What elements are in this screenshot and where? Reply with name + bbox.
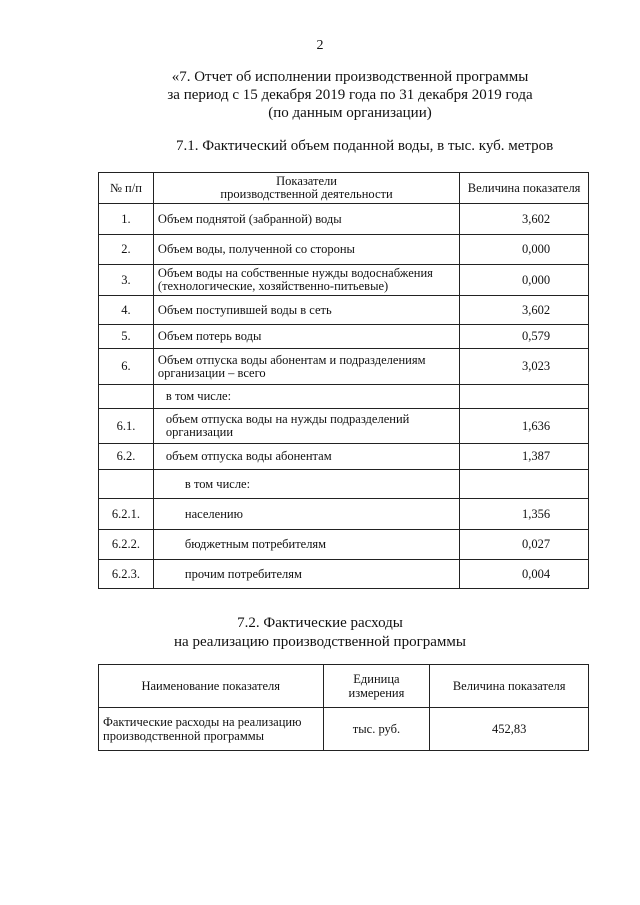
report-title-line: (по данным организации) xyxy=(268,105,432,121)
water-volume-table xyxy=(98,172,589,589)
table-row xyxy=(99,265,589,296)
row-name-line: Объем отпуска воды абонентам и подразделениям xyxy=(157,352,426,367)
row-num: 2. xyxy=(99,235,154,265)
table-header-row xyxy=(99,665,589,708)
section-2-title-line: на реализацию производственной программы xyxy=(174,634,466,650)
row-value: 3,602 xyxy=(460,204,589,235)
table-row xyxy=(99,296,589,325)
header-num: № п/п xyxy=(99,173,154,204)
table-row xyxy=(99,499,589,530)
row-num: 6.2.2. xyxy=(99,530,154,560)
row-num: 5. xyxy=(99,325,154,349)
row-name-line: объем отпуска воды на нужды подразделений xyxy=(165,412,410,426)
section-1-title: 7.1. Фактический объем поданной воды, в тыс. куб. метров xyxy=(176,138,554,154)
row-name xyxy=(99,708,324,751)
row-unit: тыс. руб. xyxy=(323,708,430,751)
section-2-title-line: 7.2. Фактические расходы xyxy=(237,615,403,631)
table-row xyxy=(99,560,589,589)
row-value: 1,636 xyxy=(460,409,589,444)
row-value xyxy=(460,470,589,499)
header-indicators-line: производственной деятельности xyxy=(220,187,393,201)
row-name-line: производственной программы xyxy=(103,729,265,743)
header-unit xyxy=(323,665,430,708)
report-title-line: «7. Отчет об исполнении производственной программы xyxy=(171,69,529,85)
table-row xyxy=(99,235,589,265)
row-name-line: Объем воды на собственные нужды водоснабжения xyxy=(157,266,433,280)
row-num: 6.2.1. xyxy=(99,499,154,530)
row-name: населению xyxy=(153,499,459,530)
row-name: объем отпуска воды абонентам xyxy=(153,444,459,470)
row-value: 452,83 xyxy=(430,708,589,751)
row-name: в том числе: xyxy=(153,470,459,499)
row-name: Объем поднятой (забранной) воды xyxy=(153,204,459,235)
table-row xyxy=(99,530,589,560)
row-value: 0,579 xyxy=(460,325,589,349)
row-value: 3,023 xyxy=(460,349,589,385)
row-value: 3,602 xyxy=(460,296,589,325)
row-name-line: организации – всего xyxy=(157,365,266,380)
row-value: 0,004 xyxy=(460,560,589,589)
table-row xyxy=(99,708,589,751)
row-num: 6.2.3. xyxy=(99,560,154,589)
row-value: 0,000 xyxy=(460,235,589,265)
table-row xyxy=(99,444,589,470)
table-header-row xyxy=(99,173,589,204)
table-row xyxy=(99,385,589,409)
row-name: Объем воды, полученной со стороны xyxy=(153,235,459,265)
row-num xyxy=(99,470,154,499)
row-value: 1,387 xyxy=(460,444,589,470)
header-value: Величина показателя xyxy=(460,173,589,204)
table-row xyxy=(99,349,589,385)
row-name: Объем потерь воды xyxy=(153,325,459,349)
header-indicator-name: Наименование показателя xyxy=(99,665,324,708)
row-name-line: Фактические расходы на реализацию xyxy=(103,715,302,729)
row-num: 6.2. xyxy=(99,444,154,470)
expenses-table xyxy=(98,664,589,751)
table-row xyxy=(99,470,589,499)
row-value: 0,027 xyxy=(460,530,589,560)
row-num: 6. xyxy=(99,349,154,385)
row-name: прочим потребителям xyxy=(153,560,459,589)
page-number: 2 xyxy=(316,38,324,53)
row-num xyxy=(99,385,154,409)
header-indicators-line: Показатели xyxy=(276,174,337,188)
row-name xyxy=(153,349,459,385)
row-num: 3. xyxy=(99,265,154,296)
header-unit-line: Единица xyxy=(353,672,400,686)
row-num: 1. xyxy=(99,204,154,235)
header-unit-line: измерения xyxy=(348,686,405,700)
row-name-line: (технологические, хозяйственно-питьевые) xyxy=(157,279,389,293)
section-2-title xyxy=(0,614,640,652)
header-indicators xyxy=(153,173,459,204)
row-num: 6.1. xyxy=(99,409,154,444)
row-name xyxy=(153,265,459,296)
report-title-line: за период с 15 декабря 2019 года по 31 декабря 2019 года xyxy=(167,87,533,103)
row-value xyxy=(460,385,589,409)
table-row xyxy=(99,409,589,444)
table-row xyxy=(99,325,589,349)
header-value: Величина показателя xyxy=(430,665,589,708)
report-title xyxy=(0,68,640,122)
row-num: 4. xyxy=(99,296,154,325)
row-name-line: организации xyxy=(165,425,234,439)
row-value: 1,356 xyxy=(460,499,589,530)
row-name xyxy=(153,409,459,444)
row-name: бюджетным потребителям xyxy=(153,530,459,560)
row-name: Объем поступившей воды в сеть xyxy=(153,296,459,325)
row-name: в том числе: xyxy=(153,385,459,409)
row-value: 0,000 xyxy=(460,265,589,296)
table-row xyxy=(99,204,589,235)
